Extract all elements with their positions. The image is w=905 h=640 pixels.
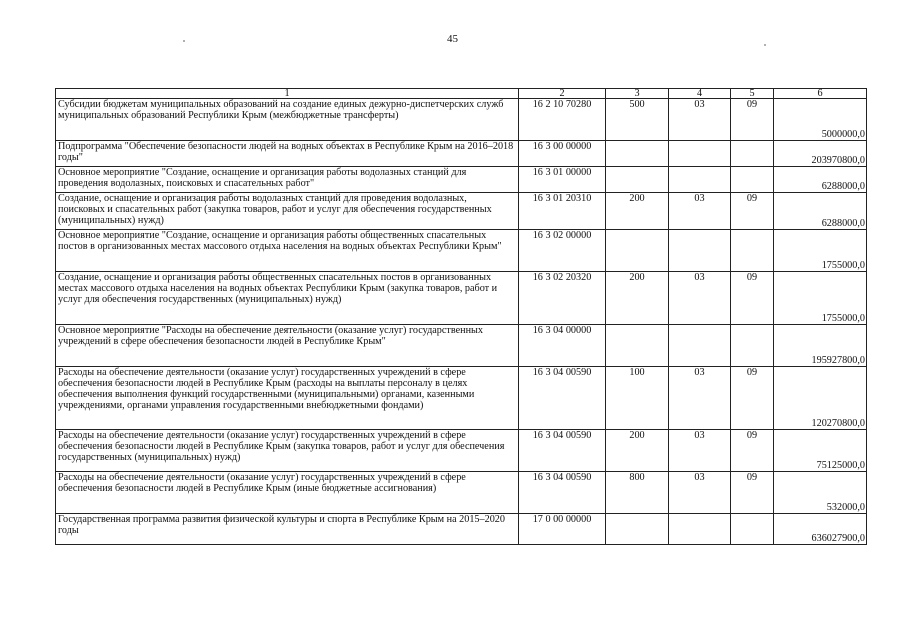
section-cell [669, 141, 731, 167]
expense-type-cell: 200 [606, 272, 669, 325]
table-header-row [56, 89, 867, 99]
column-header: 6 [774, 89, 867, 99]
item-name-cell: Создание, оснащение и организация работы общественных спасательных постов в организованных местах массового отдыха населения на водных объектах Республики Крым (закупка товаров, работ и услуг для обеспечения государственных (муниципальных) нужд) [56, 272, 519, 325]
table-row [56, 514, 867, 545]
item-name-cell: Подпрограмма "Обеспечение безопасности людей на водных объектах в Республике Крым на 2016–2018 годы" [56, 141, 519, 167]
amount-cell: 5000000,0 [774, 99, 867, 141]
expense-type-cell: 100 [606, 367, 669, 430]
target-code-cell: 16 3 04 00590 [519, 430, 606, 472]
expense-type-cell [606, 514, 669, 545]
target-code-cell: 16 3 00 00000 [519, 141, 606, 167]
section-cell: 03 [669, 367, 731, 430]
expense-type-cell: 500 [606, 99, 669, 141]
amount-cell: 1755000,0 [774, 230, 867, 272]
table-row [56, 272, 867, 325]
expense-type-cell [606, 325, 669, 367]
item-name-cell: Субсидии бюджетам муниципальных образований на создание единых дежурно-диспетчерских служб муниципальных образований Республики Крым (межбюджетные трансферты) [56, 99, 519, 141]
subsection-cell: 09 [731, 430, 774, 472]
amount-cell: 636027900,0 [774, 514, 867, 545]
subsection-cell: 09 [731, 472, 774, 514]
target-code-cell: 16 3 02 00000 [519, 230, 606, 272]
item-name-cell: Создание, оснащение и организация работы водолазных станций для проведения водолазных, поисковых и спасательных работ (закупка товаров, работ и услуг для обеспечения государственных (муниципальных) нужд) [56, 193, 519, 230]
section-cell [669, 514, 731, 545]
item-name-cell: Государственная программа развития физической культуры и спорта в Республике Крым на 2015–2020 годы [56, 514, 519, 545]
column-header: 2 [519, 89, 606, 99]
target-code-cell: 16 3 04 00590 [519, 367, 606, 430]
expense-type-cell [606, 167, 669, 193]
column-header: 4 [669, 89, 731, 99]
target-code-cell: 16 3 01 20310 [519, 193, 606, 230]
amount-cell: 6288000,0 [774, 193, 867, 230]
subsection-cell: 09 [731, 367, 774, 430]
table-row [56, 141, 867, 167]
subsection-cell: 09 [731, 99, 774, 141]
table-row [56, 367, 867, 430]
column-header: 3 [606, 89, 669, 99]
table-row [56, 230, 867, 272]
expense-type-cell [606, 230, 669, 272]
amount-cell: 6288000,0 [774, 167, 867, 193]
target-code-cell: 16 3 04 00590 [519, 472, 606, 514]
subsection-cell [731, 167, 774, 193]
section-cell: 03 [669, 472, 731, 514]
section-cell: 03 [669, 99, 731, 141]
amount-cell: 532000,0 [774, 472, 867, 514]
expense-type-cell: 200 [606, 430, 669, 472]
target-code-cell: 16 3 01 00000 [519, 167, 606, 193]
item-name-cell: Расходы на обеспечение деятельности (оказание услуг) государственных учреждений в сфере обеспечения безопасности людей в Республике Крым (расходы на выплаты персоналу в целях обеспечения выполнения функций государственными (муниципальными) органами, казенными учреждениями, органами управления государственными внебюджетными фондами) [56, 367, 519, 430]
subsection-cell: 09 [731, 193, 774, 230]
section-cell [669, 325, 731, 367]
column-header: 1 [56, 89, 519, 99]
subsection-cell [731, 141, 774, 167]
amount-cell: 195927800,0 [774, 325, 867, 367]
table-row [56, 99, 867, 141]
section-cell: 03 [669, 430, 731, 472]
section-cell [669, 167, 731, 193]
table-row [56, 167, 867, 193]
subsection-cell [731, 514, 774, 545]
target-code-cell: 16 3 04 00000 [519, 325, 606, 367]
item-name-cell: Основное мероприятие "Расходы на обеспечение деятельности (оказание услуг) государственных учреждений в сфере обеспечения безопасности людей в Республике Крым" [56, 325, 519, 367]
column-header: 5 [731, 89, 774, 99]
table-row [56, 472, 867, 514]
table-row [56, 430, 867, 472]
amount-cell: 1755000,0 [774, 272, 867, 325]
budget-table [55, 88, 867, 545]
target-code-cell: 16 3 02 20320 [519, 272, 606, 325]
scan-speck [183, 40, 185, 42]
target-code-cell: 17 0 00 00000 [519, 514, 606, 545]
amount-cell: 203970800,0 [774, 141, 867, 167]
target-code-cell: 16 2 10 70280 [519, 99, 606, 141]
amount-cell: 75125000,0 [774, 430, 867, 472]
item-name-cell: Расходы на обеспечение деятельности (оказание услуг) государственных учреждений в сфере обеспечения безопасности людей в Республике Крым (закупка товаров, работ и услуг для обеспечения государственных (муниципальных) нужд) [56, 430, 519, 472]
section-cell: 03 [669, 193, 731, 230]
expense-type-cell: 200 [606, 193, 669, 230]
section-cell [669, 230, 731, 272]
expense-type-cell: 800 [606, 472, 669, 514]
item-name-cell: Основное мероприятие "Создание, оснащение и организация работы общественных спасательных постов в организованных местах массового отдыха населения на водных объектах Республики Крым" [56, 230, 519, 272]
subsection-cell [731, 325, 774, 367]
amount-cell: 120270800,0 [774, 367, 867, 430]
section-cell: 03 [669, 272, 731, 325]
item-name-cell: Расходы на обеспечение деятельности (оказание услуг) государственных учреждений в сфере обеспечения безопасности людей в Республике Крым (иные бюджетные ассигнования) [56, 472, 519, 514]
item-name-cell: Основное мероприятие "Создание, оснащение и организация работы водолазных станций для проведения водолазных, поисковых и спасательных работ" [56, 167, 519, 193]
table-row [56, 325, 867, 367]
page-number: 45 [447, 33, 458, 45]
subsection-cell: 09 [731, 272, 774, 325]
subsection-cell [731, 230, 774, 272]
expense-type-cell [606, 141, 669, 167]
scan-speck [764, 44, 766, 46]
table-row [56, 193, 867, 230]
table-body [56, 99, 867, 545]
